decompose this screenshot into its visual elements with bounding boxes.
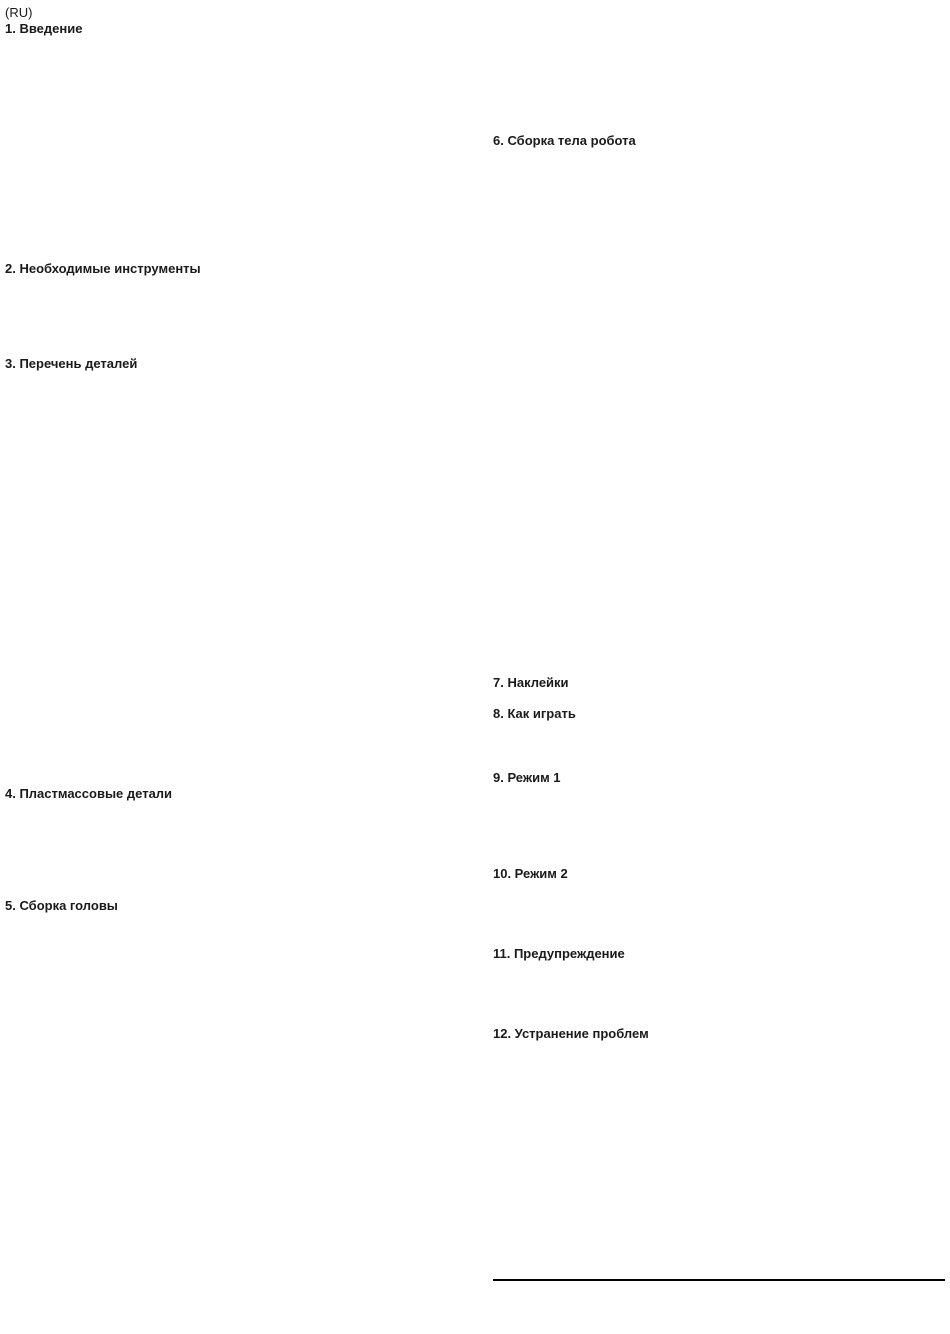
section-heading-stickers: 7. Наклейки xyxy=(493,675,569,690)
section-heading-how-to-play: 8. Как играть xyxy=(493,706,576,721)
section-heading-body-assembly: 6. Сборка тела робота xyxy=(493,133,636,148)
section-heading-introduction: 1. Введение xyxy=(5,21,83,36)
section-heading-warning: 11. Предупреждение xyxy=(493,946,625,961)
footer-divider xyxy=(493,1279,945,1281)
section-heading-required-tools: 2. Необходимые инструменты xyxy=(5,261,201,276)
section-heading-parts-list: 3. Перечень деталей xyxy=(5,356,138,371)
section-heading-troubleshooting: 12. Устранение проблем xyxy=(493,1026,649,1041)
section-heading-plastic-parts: 4. Пластмассовые детали xyxy=(5,786,173,801)
section-heading-head-assembly: 5. Сборка головы xyxy=(5,898,118,913)
section-heading-mode-1: 9. Режим 1 xyxy=(493,770,561,785)
section-heading-mode-2: 10. Режим 2 xyxy=(493,866,568,881)
language-tag: (RU) xyxy=(5,5,33,20)
